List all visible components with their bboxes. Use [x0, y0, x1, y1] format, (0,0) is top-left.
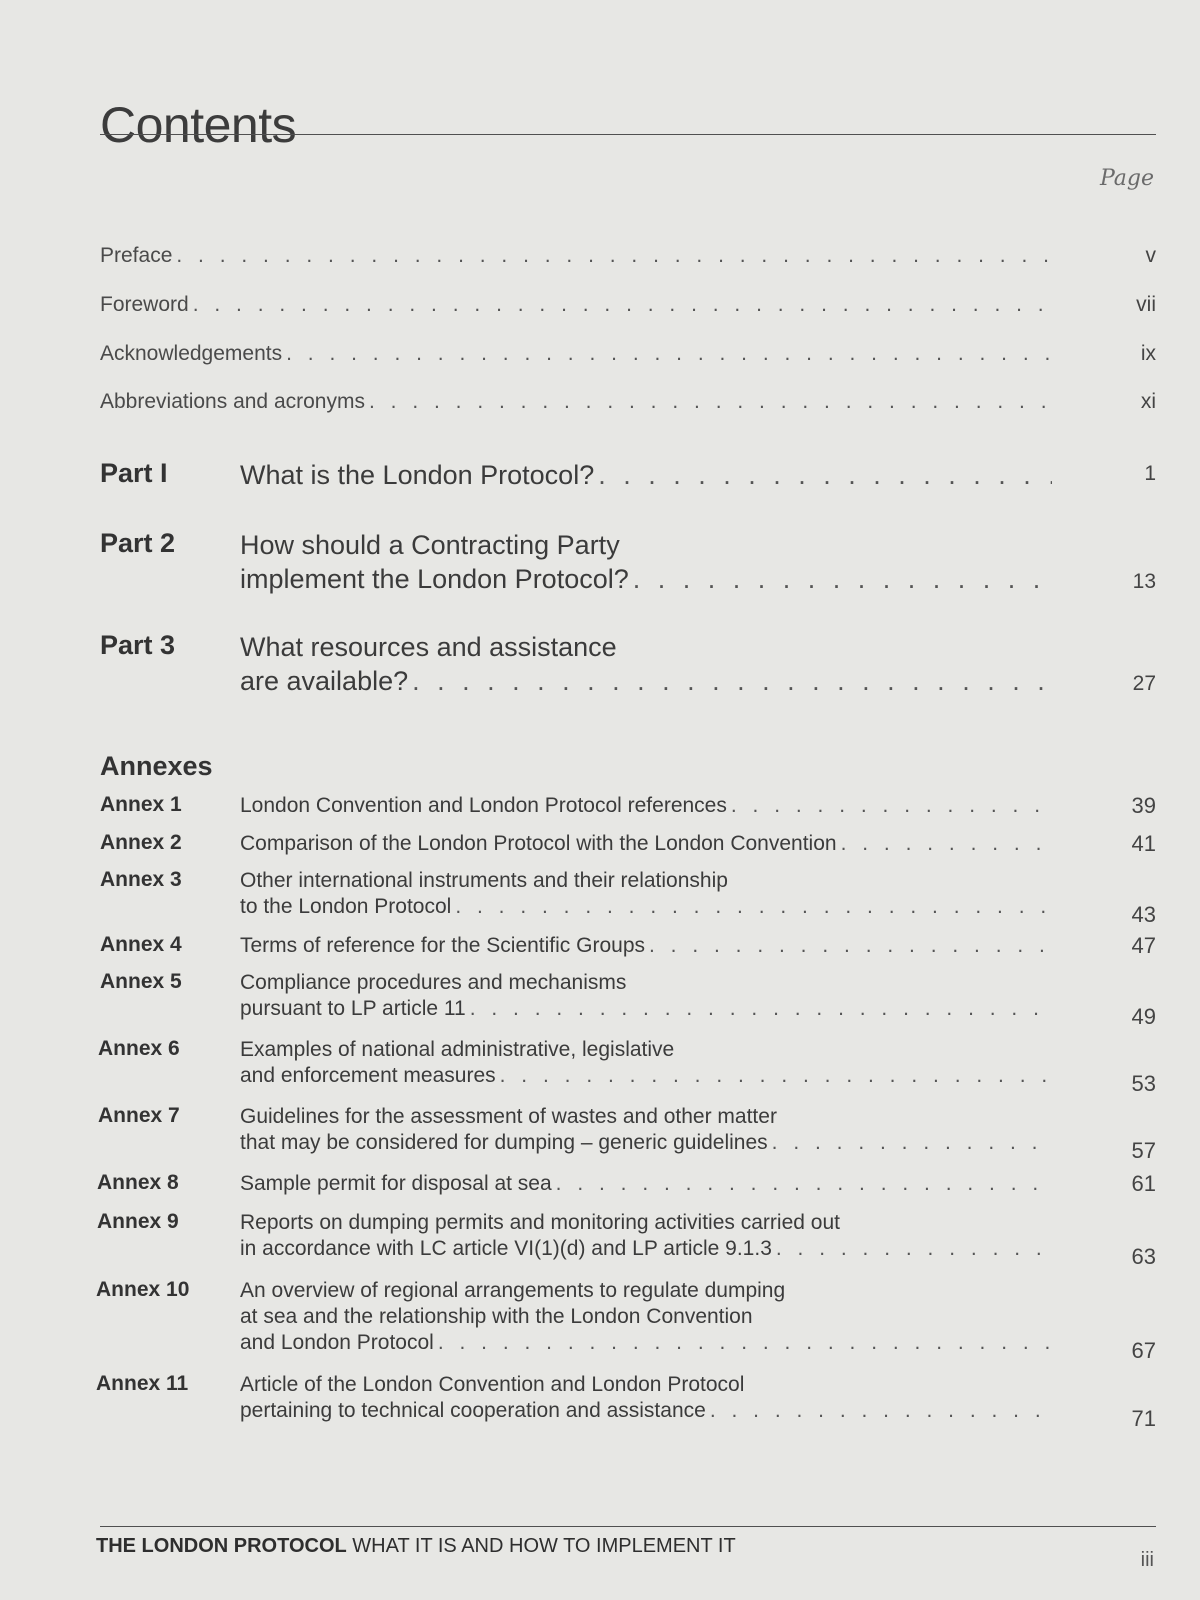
entry-title: Abbreviations and acronyms: [100, 390, 365, 413]
annex-label: Annex 7: [98, 1104, 180, 1127]
entry-title: [240, 1104, 1052, 1156]
entry-title: [240, 933, 1052, 959]
entry-title-line: Guidelines for the assessment of wastes and other matter: [240, 1105, 777, 1128]
entry-title-line: What resources and assistance: [240, 632, 617, 662]
entry-page-number: 39: [1131, 793, 1156, 818]
entry-title: [240, 1278, 1052, 1356]
footer-page-number: iii: [1140, 1549, 1154, 1571]
entry-title: [240, 1372, 1052, 1424]
dot-leader: [710, 1398, 1052, 1424]
dot-leader: [633, 562, 1052, 596]
dot-leader: [556, 1171, 1052, 1197]
title-rule: [100, 134, 1156, 135]
entry-page-number: 53: [1131, 1071, 1156, 1096]
toc-entry: [100, 390, 1156, 420]
entry-title-line: What is the London Protocol?: [240, 460, 595, 490]
entry-title-line: How should a Contracting Party: [240, 530, 620, 560]
entry-title-line: at sea and the relationship with the London Convention: [240, 1305, 753, 1328]
part-label: Part 2: [100, 528, 176, 558]
toc-entry: [100, 293, 1156, 323]
dot-leader: [731, 793, 1052, 819]
entry-page-number: 57: [1131, 1138, 1156, 1163]
entry-title-line: Terms of reference for the Scientific Groups: [240, 934, 645, 957]
annexes-heading: Annexes: [100, 751, 213, 781]
entry-title-line: in accordance with LC article VI(1)(d) and LP article 9.1.3: [240, 1237, 772, 1260]
entry-title-line: that may be considered for dumping – generic guidelines: [240, 1131, 768, 1154]
entry-page-number: xi: [1140, 390, 1156, 413]
dot-leader: [598, 458, 1052, 492]
entry-title-line: implement the London Protocol?: [240, 564, 629, 594]
annex-label: Annex 10: [96, 1278, 190, 1301]
entry-title-line: Comparison of the London Protocol with the London Convention: [240, 832, 837, 855]
toc-entry: [100, 244, 1156, 274]
annex-label: Annex 8: [97, 1171, 179, 1194]
entry-title: [240, 1037, 1052, 1089]
dot-leader: [369, 390, 1052, 414]
part-label: Part I: [100, 458, 168, 488]
annex-label: Annex 9: [97, 1210, 179, 1233]
entry-title-line: Other international instruments and their relationship: [240, 869, 728, 892]
entry-title-line: An overview of regional arrangements to regulate dumping: [240, 1279, 786, 1302]
entry-title: [240, 868, 1052, 920]
annex-label: Annex 6: [98, 1037, 180, 1060]
dot-leader: [286, 342, 1052, 366]
annex-label: Annex 11: [96, 1372, 189, 1395]
dot-leader: [176, 244, 1052, 268]
footer-title-rest: WHAT IT IS AND HOW TO IMPLEMENT IT: [346, 1535, 736, 1557]
annex-label: Annex 4: [100, 933, 182, 956]
entry-title: [240, 458, 1052, 492]
entry-title: [240, 793, 1052, 819]
entry-title-line: Article of the London Convention and London Protocol: [240, 1373, 745, 1396]
dot-leader: [193, 293, 1052, 317]
annex-label: Annex 3: [100, 868, 182, 891]
dot-leader: [776, 1236, 1052, 1262]
entry-page-number: 67: [1131, 1338, 1156, 1363]
entry-title-line: to the London Protocol: [240, 895, 452, 918]
annex-label: Annex 1: [100, 793, 182, 816]
annex-label: Annex 5: [100, 970, 182, 993]
entry-title-line: London Convention and London Protocol references: [240, 794, 727, 817]
page-title: Contents: [100, 96, 297, 153]
entry-title-line: pursuant to LP article 11: [240, 997, 466, 1020]
entry-page-number: 71: [1131, 1406, 1156, 1431]
entry-page-number: v: [1145, 244, 1156, 267]
entry-title-line: Examples of national administrative, legislative: [240, 1038, 675, 1061]
entry-page-number: 1: [1144, 462, 1156, 485]
entry-title: Preface: [100, 244, 173, 267]
dot-leader: [412, 664, 1052, 698]
dot-leader: [500, 1063, 1052, 1089]
entry-page-number: ix: [1140, 342, 1156, 365]
entry-title: [240, 1171, 1052, 1197]
entry-page-number: 63: [1131, 1244, 1156, 1269]
footer-rule: [100, 1526, 1156, 1527]
entry-page-number: 27: [1132, 672, 1156, 695]
entry-title-line: and London Protocol: [240, 1331, 434, 1354]
entry-page-number: 43: [1131, 902, 1156, 927]
footer-title-bold: THE LONDON PROTOCOL: [96, 1535, 347, 1557]
running-footer: [96, 1535, 736, 1558]
entry-title: [240, 1210, 1052, 1262]
dot-leader: [470, 996, 1052, 1022]
entry-page-number: 41: [1131, 831, 1156, 856]
dot-leader: [649, 933, 1052, 959]
entry-title: Acknowledgements: [100, 342, 283, 365]
entry-title-line: Compliance procedures and mechanisms: [240, 971, 627, 994]
entry-title: [240, 630, 1052, 698]
entry-title: [240, 528, 1052, 596]
dot-leader: [438, 1330, 1052, 1356]
entry-title-line: and enforcement measures: [240, 1064, 496, 1087]
toc-entry: [100, 342, 1156, 372]
dot-leader: [455, 894, 1052, 920]
entry-title: Foreword: [100, 293, 189, 316]
annex-label: Annex 2: [100, 831, 182, 854]
dot-leader: [841, 831, 1052, 857]
entry-title: [240, 831, 1052, 857]
part-label: Part 3: [100, 630, 176, 660]
entry-page-number: 13: [1132, 570, 1156, 593]
entry-page-number: vii: [1136, 293, 1156, 316]
entry-page-number: 49: [1131, 1004, 1156, 1029]
entry-page-number: 61: [1131, 1171, 1156, 1196]
dot-leader: [772, 1130, 1052, 1156]
page-column-label: Page: [1099, 166, 1154, 191]
entry-title-line: Sample permit for disposal at sea: [240, 1172, 552, 1195]
entry-title-line: Reports on dumping permits and monitoring activities carried out: [240, 1211, 840, 1234]
entry-title-line: are available?: [240, 666, 409, 696]
entry-page-number: 47: [1131, 933, 1156, 958]
entry-title: [240, 970, 1052, 1022]
entry-title-line: pertaining to technical cooperation and assistance: [240, 1399, 706, 1422]
